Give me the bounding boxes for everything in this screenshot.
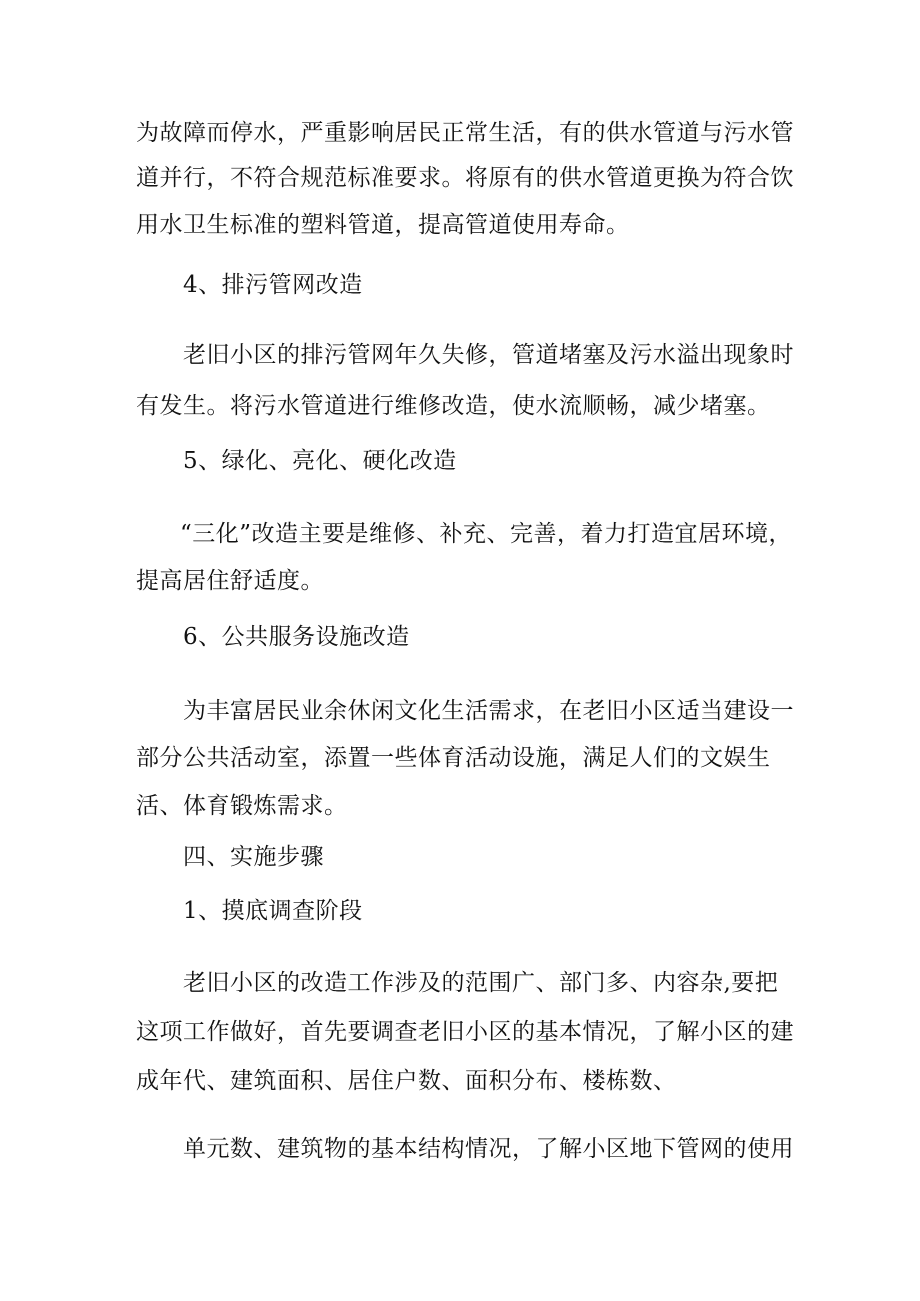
section-heading: 5、绿化、亮化、硬化改造 (183, 448, 457, 474)
body-text-line: 用水卫生标准的塑料管道，提高管道使用寿命。 (136, 212, 630, 238)
body-text-line: 单元数、建筑物的基本结构情况，了解小区地下管网的使用 (183, 1136, 794, 1162)
section-heading: 4、排污管网改造 (183, 272, 363, 298)
body-text-line: 提高居住舒适度。 (136, 568, 324, 594)
section-heading: 四、实施步骤 (183, 844, 324, 870)
body-text-line: 老旧小区的改造工作涉及的范围广、部门多、内容杂,要把 (183, 970, 779, 996)
body-text-line: 这项工作做好，首先要调查老旧小区的基本情况，了解小区的建 (136, 1019, 794, 1045)
body-text-line: 老旧小区的排污管网年久失修，管道堵塞及污水溢出现象时 (183, 342, 794, 368)
body-text-line: 成年代、建筑面积、居住户数、面积分布、楼栋数、 (136, 1068, 677, 1094)
section-heading: 1、摸底调查阶段 (183, 898, 363, 924)
section-heading: 6、公共服务设施改造 (183, 624, 410, 650)
body-text-line: 部分公共活动室，添置一些体育活动设施，满足人们的文娱生 (136, 745, 771, 771)
body-text-line: 为故障而停水，严重影响居民正常生活，有的供水管道与污水管 (136, 120, 794, 146)
body-text-line: 活、体育锻炼需求。 (136, 793, 348, 819)
body-text-line: 道并行，不符合规范标准要求。将原有的供水管道更换为符合饮 (136, 165, 794, 191)
body-text-line: “三化”改造主要是维修、补充、完善，着力打造宜居环境， (180, 521, 793, 547)
body-text-line: 为丰富居民业余休闲文化生活需求，在老旧小区适当建设一 (183, 698, 794, 724)
body-text-line: 有发生。将污水管道进行维修改造，使水流顺畅，减少堵塞。 (136, 393, 771, 419)
